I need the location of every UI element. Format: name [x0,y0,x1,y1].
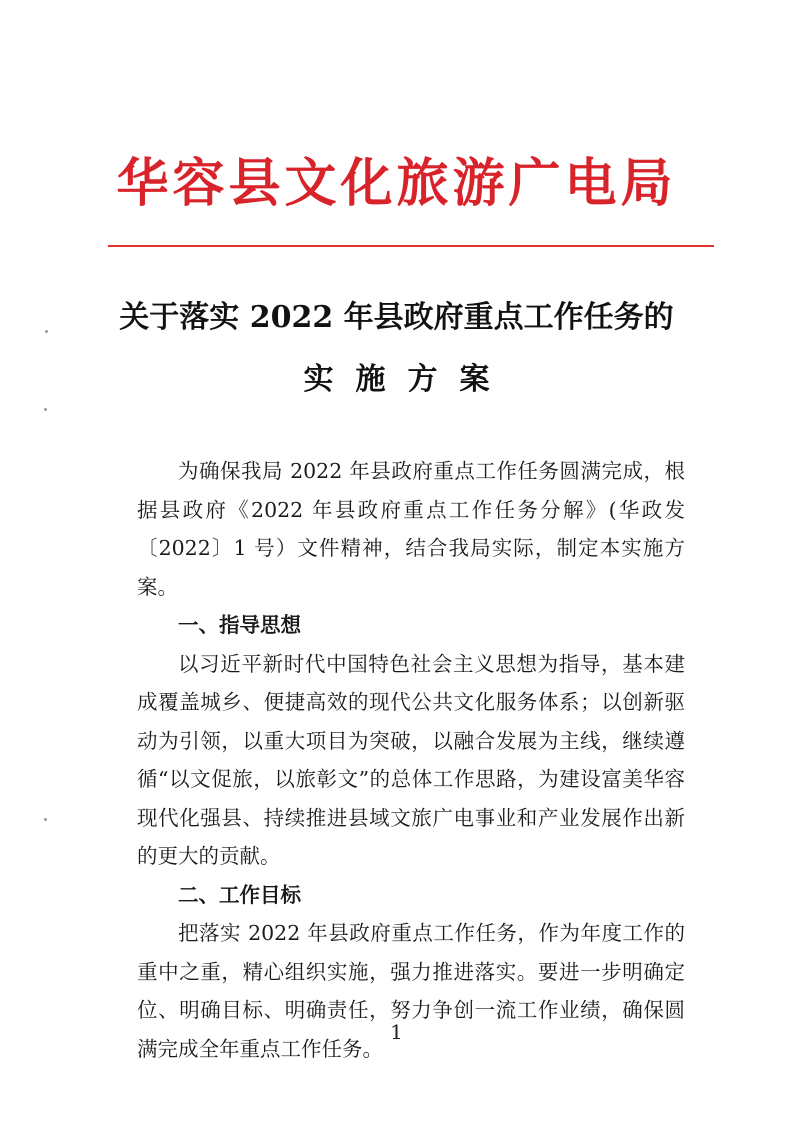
document-title-line1: 关于落实 2022 年县政府重点工作任务的 [119,300,674,335]
intro-paragraph: 为确保我局 2022 年县政府重点工作任务圆满完成，根据县政府《2022 年县政府重点工作任务分解》(华政发〔2022〕1 号）文件精神，结合我局实际，制定本实施方案。 [137,459,685,599]
work-goals-paragraph: 把落实 2022 年县政府重点工作任务，作为年度工作的重中之重，精心组织实施，强力推进落实。要进一步明确定位、明确目标、明确责任，努力争创一流工作业绩，确保圆满完成全年重点工作任务。 [137,921,685,1061]
document-title-line2: 实施方案 [303,362,512,397]
scan-speck [44,408,47,411]
section-heading-work-goals: 二、工作目标 [178,882,301,907]
scan-speck [45,330,48,333]
page-number: 1 [390,1020,403,1044]
org-header-title: 华容县文化旅游广电局 [116,154,677,214]
document-body [137,452,685,1068]
scan-speck [44,818,47,821]
section-heading-guiding-ideology: 一、指导思想 [178,613,301,637]
guiding-ideology-paragraph: 以习近平新时代中国特色社会主义思想为指导，基本建成覆盖城乡、便捷高效的现代公共文化服务体系；以创新驱动为引领，以重大项目为突破，以融合发展为主线，继续遵循“以文促旅，以旅彰文”的总体工作思路，为建设富美华容现代化强县、持续推进县域文旅广电事业和产业发展作出新的更大的贡献。 [137,651,685,868]
red-divider-line [108,245,714,247]
